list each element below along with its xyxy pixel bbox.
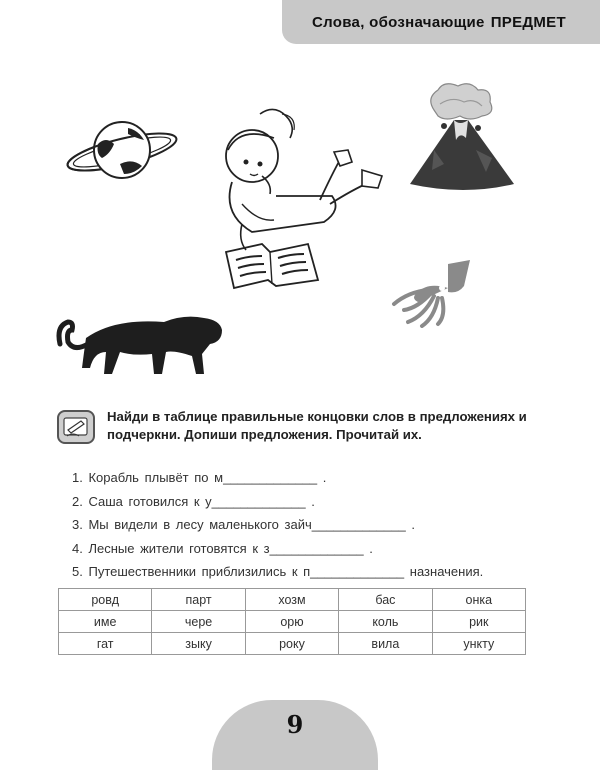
sentence-blank[interactable]: _____________ [223, 470, 318, 485]
sentence-number: 5. [72, 564, 83, 579]
table-row [59, 611, 526, 633]
sentence-text: Путешественники приблизились к п [88, 564, 311, 579]
table-cell[interactable]: име [59, 611, 152, 633]
table-cell[interactable]: бас [339, 589, 432, 611]
panther-icon [54, 308, 226, 380]
table-cell[interactable]: парт [152, 589, 245, 611]
sentence-item [72, 513, 552, 537]
sentence-ending: . [322, 470, 327, 485]
table-cell[interactable]: зыку [152, 633, 245, 655]
sentence-list [72, 466, 552, 584]
chapter-title: Слова, обозначающие [312, 13, 485, 31]
girl-reading-book-icon [212, 104, 392, 294]
sentence-number: 2. [72, 493, 83, 509]
planet-icon [62, 114, 182, 186]
table-cell[interactable]: гат [59, 633, 152, 655]
table-cell[interactable]: хозм [245, 589, 338, 611]
table-cell[interactable]: коль [339, 611, 432, 633]
table-cell[interactable]: онка [432, 589, 525, 611]
sentence-number: 4. [72, 540, 83, 556]
sentence-blank[interactable]: _____________ [311, 517, 406, 532]
sentence-item [72, 537, 552, 561]
sentence-number: 3. [72, 517, 83, 532]
table-row [59, 633, 526, 655]
table-cell[interactable]: чере [152, 611, 245, 633]
sentence-text: Мы видели в лесу маленького зайч [88, 517, 312, 532]
sentence-blank[interactable]: _____________ [310, 564, 405, 579]
table-cell[interactable]: орю [245, 611, 338, 633]
sentence-number: 1. [72, 470, 83, 485]
page-number-tab [212, 700, 378, 770]
page-number: 9 [286, 710, 304, 739]
chapter-header [282, 0, 600, 44]
table-cell[interactable]: рик [432, 611, 525, 633]
word-endings-table [58, 588, 526, 655]
table-cell[interactable]: ровд [59, 589, 152, 611]
sentence-text: Лесные жители готовятся к з [88, 540, 270, 556]
sentence-ending: . [311, 493, 315, 509]
table-cell[interactable]: вила [339, 633, 432, 655]
octopus-icon [388, 258, 478, 328]
sentence-ending: . [411, 517, 415, 532]
sentence-blank[interactable]: _____________ [211, 493, 306, 509]
chapter-title-keyword: ПРЕДМЕТ [490, 13, 566, 31]
volcano-icon [404, 80, 522, 198]
sentence-item [72, 560, 552, 584]
sentence-ending: назначения. [409, 564, 484, 579]
task-instruction: Найди в таблице правильные концовки слов в предложениях и подчеркни. Допиши предложения. Прочитай их. [107, 409, 527, 442]
table-row [59, 589, 526, 611]
sentence-text: Саша готовился к у [88, 493, 212, 509]
pencil-writing-icon [57, 410, 95, 444]
table-cell[interactable]: ункту [432, 633, 525, 655]
sentence-text: Корабль плывёт по м [88, 470, 224, 485]
sentence-ending: . [369, 540, 373, 556]
sentence-item [72, 466, 552, 490]
table-cell[interactable]: року [245, 633, 338, 655]
sentence-item [72, 490, 552, 514]
sentence-blank[interactable]: _____________ [269, 540, 364, 556]
